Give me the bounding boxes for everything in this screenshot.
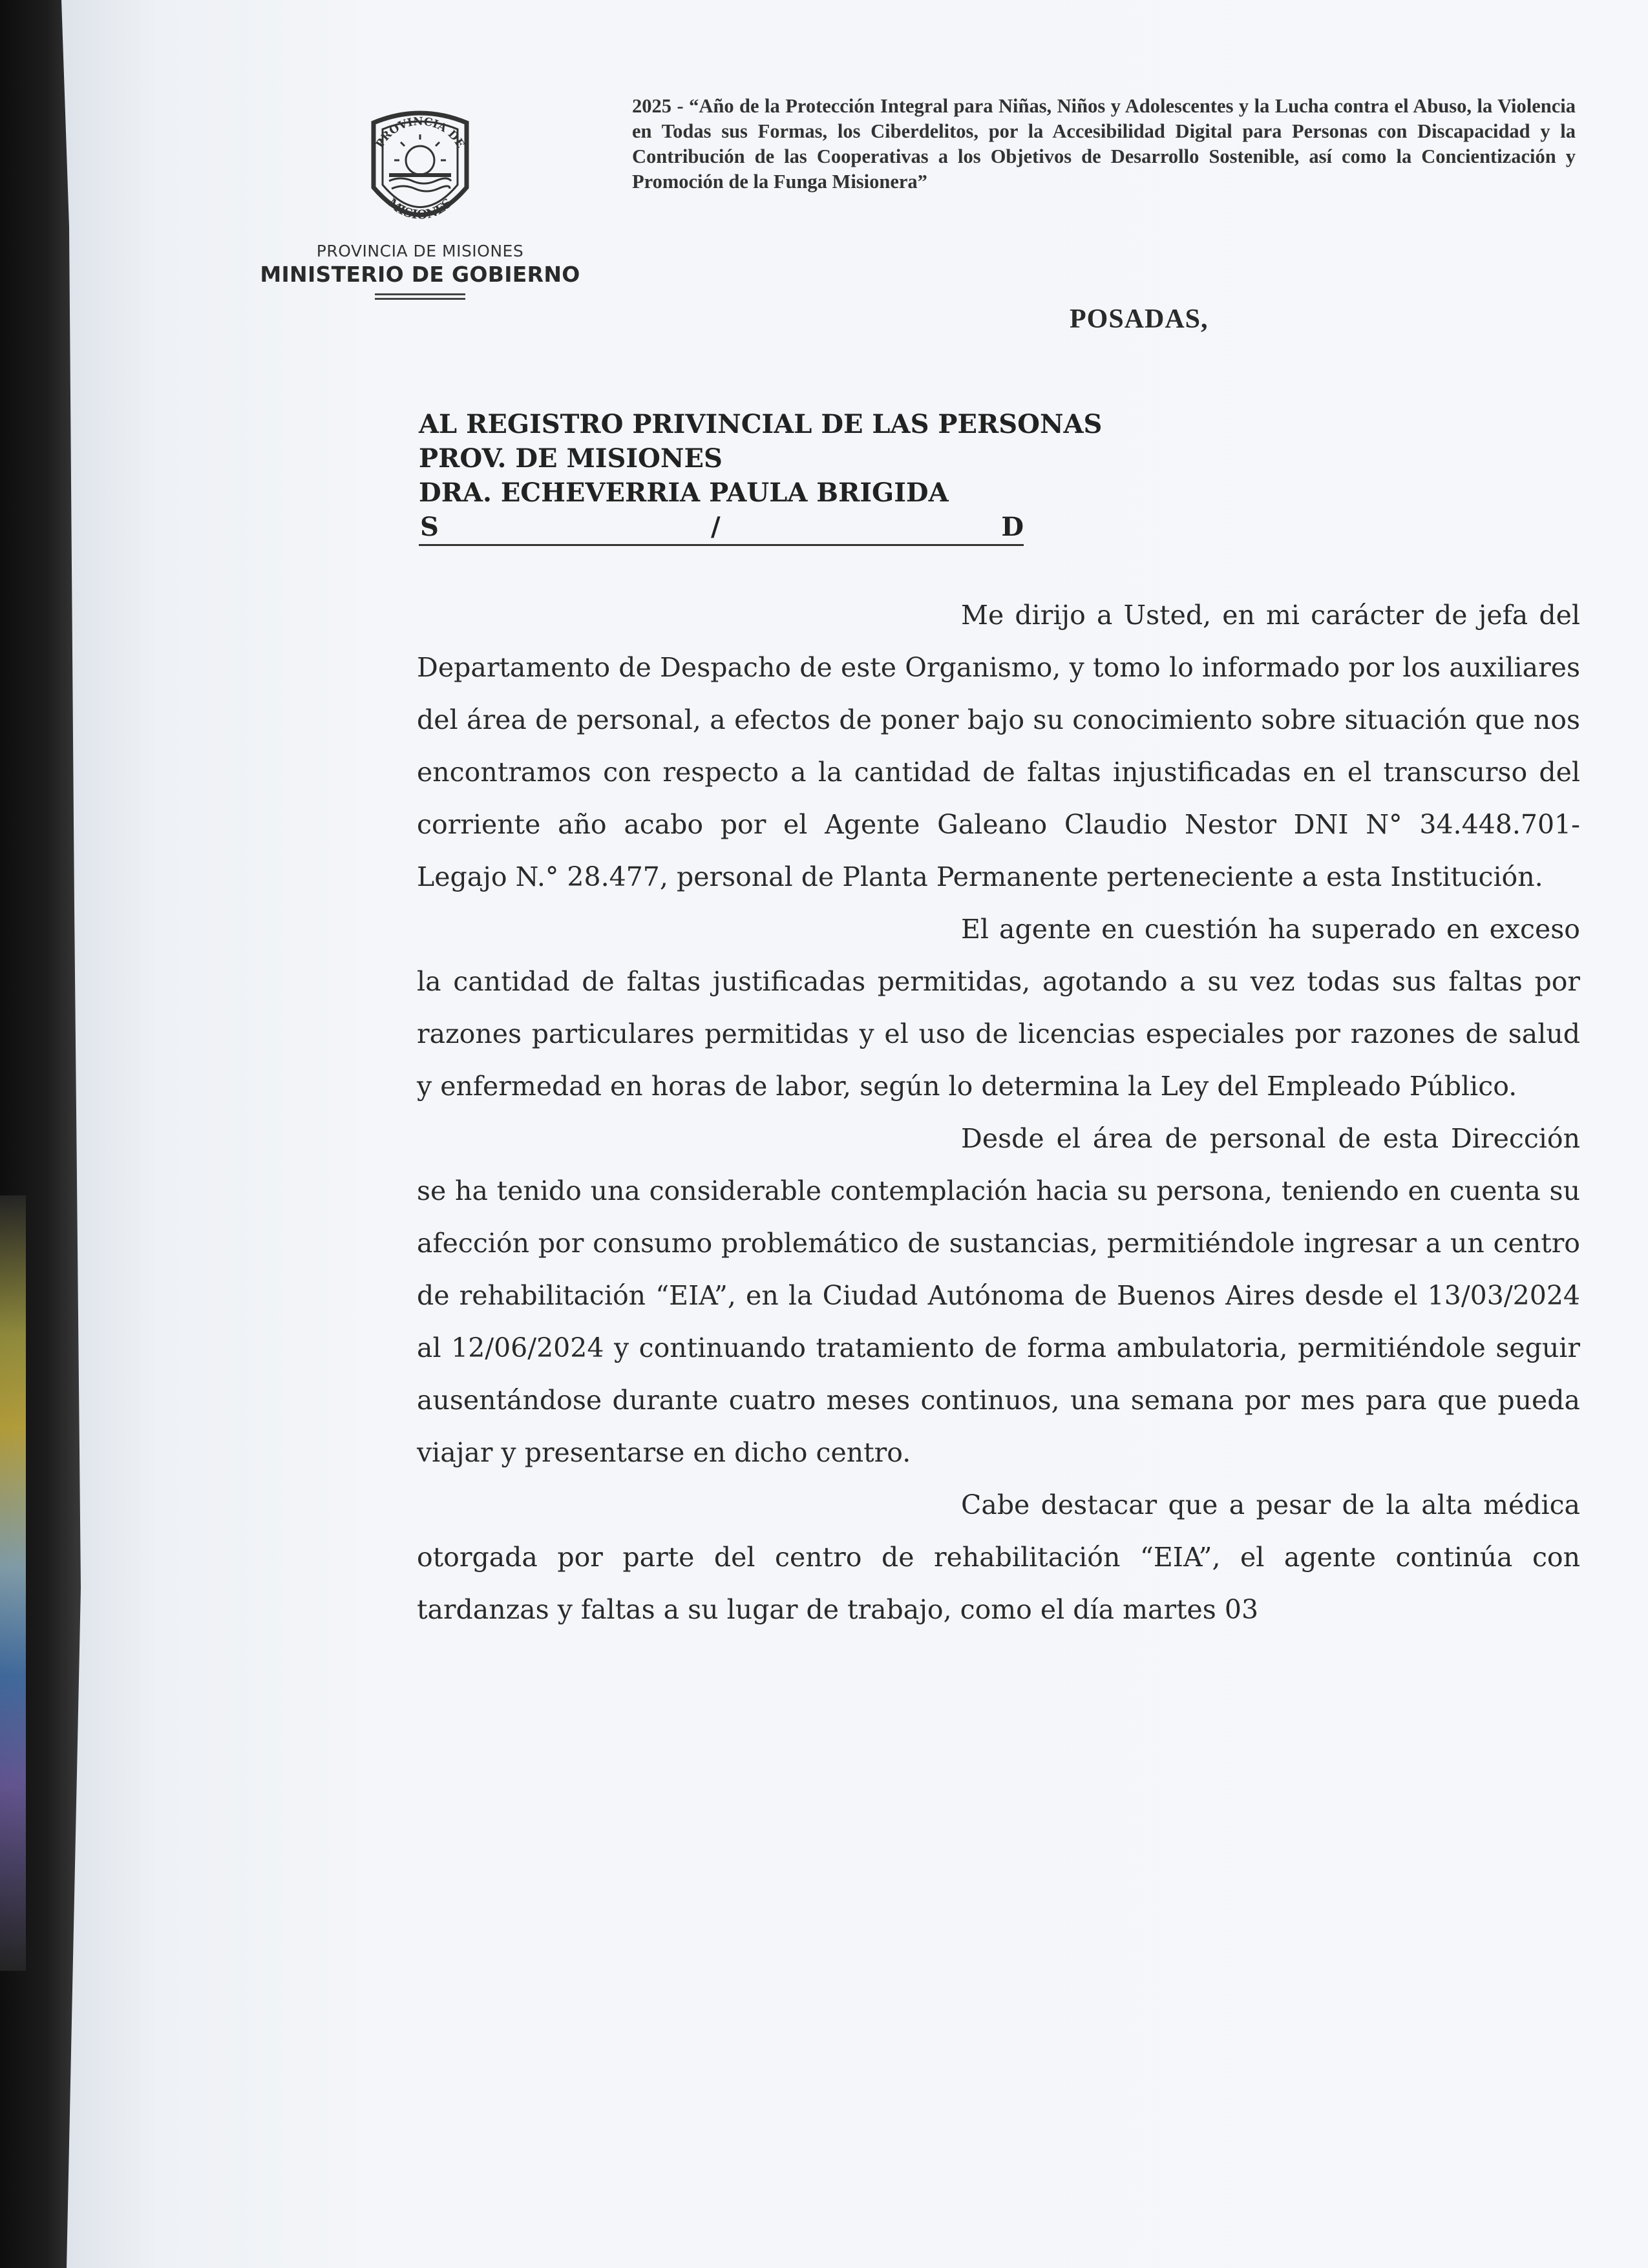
sd-d: D — [1001, 512, 1024, 542]
addressee-line-2: PROV. DE MISIONES — [419, 443, 723, 474]
addressee-block — [419, 407, 1102, 546]
ministry-logo-block — [252, 103, 588, 300]
sd-slash: / — [711, 512, 721, 542]
province-name: PROVINCIA DE MISIONES — [316, 242, 524, 260]
body-paragraph-1: Me dirijo a Usted, en mi carácter de jefa del Departamento de Despacho de este Organismo, y tomo lo informado por los auxiliares del área de personal, a efectos de poner bajo su conocimiento sobre situación que nos encontramos con respecto a la cantidad de faltas injustificadas en el transcurso del corriente año acabo por el Agente Galeano Claudio Nestor DNI N° 34.448.701- Legajo N.° 28.477, personal de Planta Permanente perteneciente a esta Institución. — [417, 600, 1580, 892]
year-motto: 2025 - “Año de la Protección Integral para Niñas, Niños y Adolescentes y la Lucha contra el Abuso, la Violencia en Todas sus Formas, los Ciberdelitos, por la Accesibilidad Digital para Personas con Discapacidad y la Contribución de las Cooperativas a los Objetivos de Desarrollo Sostenible, así como la Concientización y Promoción de la Funga Misionera” — [632, 95, 1576, 193]
body-paragraph-4: Cabe destacar que a pesar de la alta médica otorgada por parte del centro de rehabilitación “EIA”, el agente continúa con tardanzas y faltas a su lugar de trabajo, como el día martes 03 — [417, 1489, 1580, 1625]
addressee-line-3: DRA. ECHEVERRIA PAULA BRIGIDA — [419, 478, 949, 508]
body-paragraph-3: Desde el área de personal de esta Dirección se ha tenido una considerable contemplación hacia su persona, teniendo en cuenta su afección por consumo problemático de sustancias, permitiéndole ingresar a un centro de rehabilitación “EIA”, en la Ciudad Autónoma de Buenos Aires desde el 13/03/2024 al 12/06/2024 y continuando tratamiento de forma ambulatoria, permitiéndole seguir ausentándose durante cuatro meses continuos, una semana por mes para que pueda viajar y presentarse en dicho centro. — [417, 1123, 1580, 1468]
sd-s: S — [420, 512, 439, 542]
place-date-line: POSADAS, — [1070, 304, 1209, 334]
svg-text:MISIONES: MISIONES — [385, 195, 456, 222]
addressee-line-1: AL REGISTRO PRIVINCIAL DE LAS PERSONAS — [419, 409, 1103, 439]
ministry-name: MINISTERIO DE GOBIERNO — [260, 262, 580, 287]
svg-text:PROVINCIA DE: PROVINCIA DE — [373, 115, 467, 151]
letter-body — [417, 589, 1580, 1636]
su-despacho-line — [419, 510, 1024, 546]
province-seal-icon — [355, 103, 485, 233]
ministry-underline — [375, 293, 465, 300]
body-paragraph-2: El agente en cuestión ha superado en exceso la cantidad de faltas justificadas permitidas, agotando a su vez todas sus faltas por razones particulares permitidas y el uso de licencias especiales por razones de salud y enfermedad en horas de labor, según lo determina la Ley del Empleado Público. — [417, 914, 1580, 1102]
